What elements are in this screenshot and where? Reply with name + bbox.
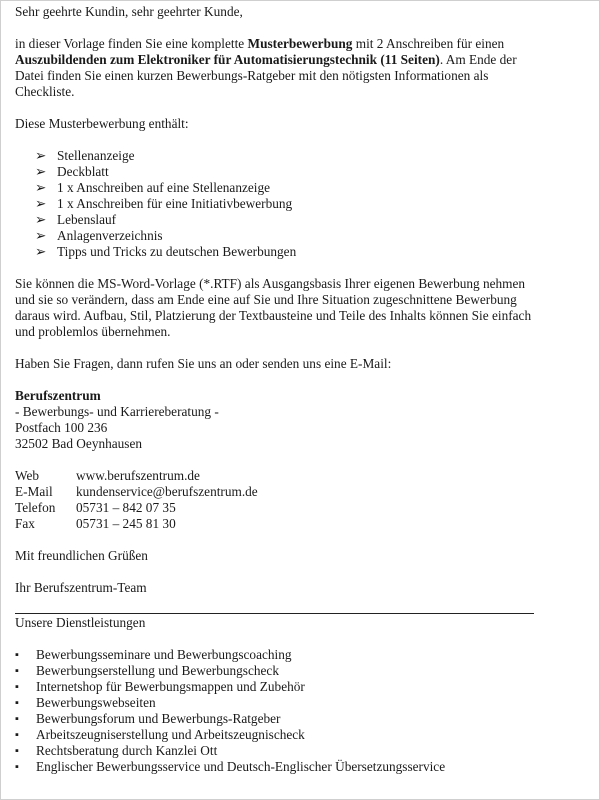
square-bullet-icon: ▪ — [15, 761, 19, 773]
list-item: ▪ Rechtsberatung durch Kanzlei Ott — [15, 743, 218, 758]
arrow-bullet-icon: ➢ — [35, 212, 47, 227]
list-item: ➢ Anlagenverzeichnis — [35, 228, 163, 243]
divider — [15, 613, 534, 614]
list-item: ➢ Deckblatt — [35, 164, 109, 179]
contents-heading: Diese Musterbewerbung enthält: — [15, 116, 189, 131]
questions-paragraph: Haben Sie Fragen, dann rufen Sie uns an oder senden uns eine E-Mail: — [15, 356, 392, 371]
list-item: ▪ Englischer Bewerbungsservice und Deutsch-Englischer Übersetzungsservice — [15, 759, 446, 774]
list-item: ➢ Lebenslauf — [35, 212, 117, 227]
intro-bold-1: Musterbewerbung — [247, 36, 353, 51]
services-list — [15, 647, 540, 775]
company-postbox: Postfach 100 236 — [15, 420, 108, 435]
closing: Mit freundlichen Grüßen — [15, 548, 148, 563]
contact-row-email — [15, 484, 540, 500]
web-link[interactable]: www.berufszentrum.de — [76, 468, 200, 483]
list-item: ➢ Tipps und Tricks zu deutschen Bewerbungen — [35, 244, 297, 259]
document-body — [15, 4, 540, 775]
square-bullet-icon: ▪ — [15, 713, 19, 725]
contact-row-fax — [15, 516, 540, 532]
list-item: ▪ Bewerbungsforum und Bewerbungs-Ratgeber — [15, 711, 281, 726]
contents-list — [15, 148, 540, 260]
arrow-bullet-icon: ➢ — [35, 196, 47, 211]
square-bullet-icon: ▪ — [15, 665, 19, 677]
contact-row-web — [15, 468, 540, 484]
list-item: ➢ Stellenanzeige — [35, 148, 135, 163]
square-bullet-icon: ▪ — [15, 729, 19, 741]
email-link[interactable]: kundenservice@berufszentrum.de — [76, 484, 258, 499]
arrow-bullet-icon: ➢ — [35, 180, 47, 195]
arrow-bullet-icon: ➢ — [35, 148, 47, 163]
list-item: ▪ Arbeitszeugniserstellung und Arbeitszeugnischeck — [15, 727, 305, 742]
company-tagline: - Bewerbungs- und Karriereberatung - — [15, 404, 219, 419]
arrow-bullet-icon: ➢ — [35, 244, 47, 259]
square-bullet-icon: ▪ — [15, 649, 19, 661]
intro-text-2: mit 2 Anschreiben für einen — [352, 36, 505, 51]
contact-label: Fax — [15, 516, 35, 531]
contact-block — [15, 468, 540, 532]
list-item: ▪ Internetshop für Bewerbungsmappen und Zubehör — [15, 679, 305, 694]
list-item: ▪ Bewerbungsseminare und Bewerbungscoaching — [15, 647, 292, 662]
signature: Ihr Berufszentrum-Team — [15, 580, 147, 595]
intro-text-1: in dieser Vorlage finden Sie eine komplette — [15, 36, 248, 51]
intro-text-3: . Am Ende der Datei finden Sie einen kurzen Bewerbungs-Ratgeber mit den nötigsten Informationen als Checkliste. — [15, 52, 517, 99]
list-item: ▪ Bewerbungswebseiten — [15, 695, 156, 710]
list-item: ➢ 1 x Anschreiben für eine Initiativbewerbung — [35, 196, 293, 211]
list-item: ▪ Bewerbungserstellung und Bewerbungscheck — [15, 663, 279, 678]
contact-label: Web — [15, 468, 40, 483]
company-city: 32502 Bad Oeynhausen — [15, 436, 143, 451]
arrow-bullet-icon: ➢ — [35, 228, 47, 243]
contact-row-phone — [15, 500, 540, 516]
square-bullet-icon: ▪ — [15, 745, 19, 757]
contact-label: Telefon — [15, 500, 56, 515]
contact-label: E-Mail — [15, 484, 53, 499]
intro-paragraph — [15, 36, 540, 100]
company-name: Berufszentrum — [15, 388, 101, 403]
square-bullet-icon: ▪ — [15, 697, 19, 709]
list-item: ➢ 1 x Anschreiben auf eine Stellenanzeige — [35, 180, 271, 195]
arrow-bullet-icon: ➢ — [35, 164, 47, 179]
phone-number: 05731 – 842 07 35 — [76, 500, 176, 515]
usage-paragraph: Sie können die MS-Word-Vorlage (*.RTF) als Ausgangsbasis Ihrer eigenen Bewerbung nehmen und sie so verändern, dass am Ende eine auf Sie und Ihre Situation zugeschnittene Bewerbung daraus wird. Aufbau, Stil, Platzierung der Textbausteine und Teile des Inhalts können Sie einfach und problemlos übernehmen. — [15, 276, 532, 339]
services-heading: Unsere Dienstleistungen — [15, 615, 146, 630]
fax-number: 05731 – 245 81 30 — [76, 516, 176, 531]
square-bullet-icon: ▪ — [15, 681, 19, 693]
intro-bold-2: Auszubildenden zum Elektroniker für Automatisierungstechnik (11 Seiten) — [15, 52, 440, 67]
salutation: Sehr geehrte Kundin, sehr geehrter Kunde, — [15, 4, 243, 19]
